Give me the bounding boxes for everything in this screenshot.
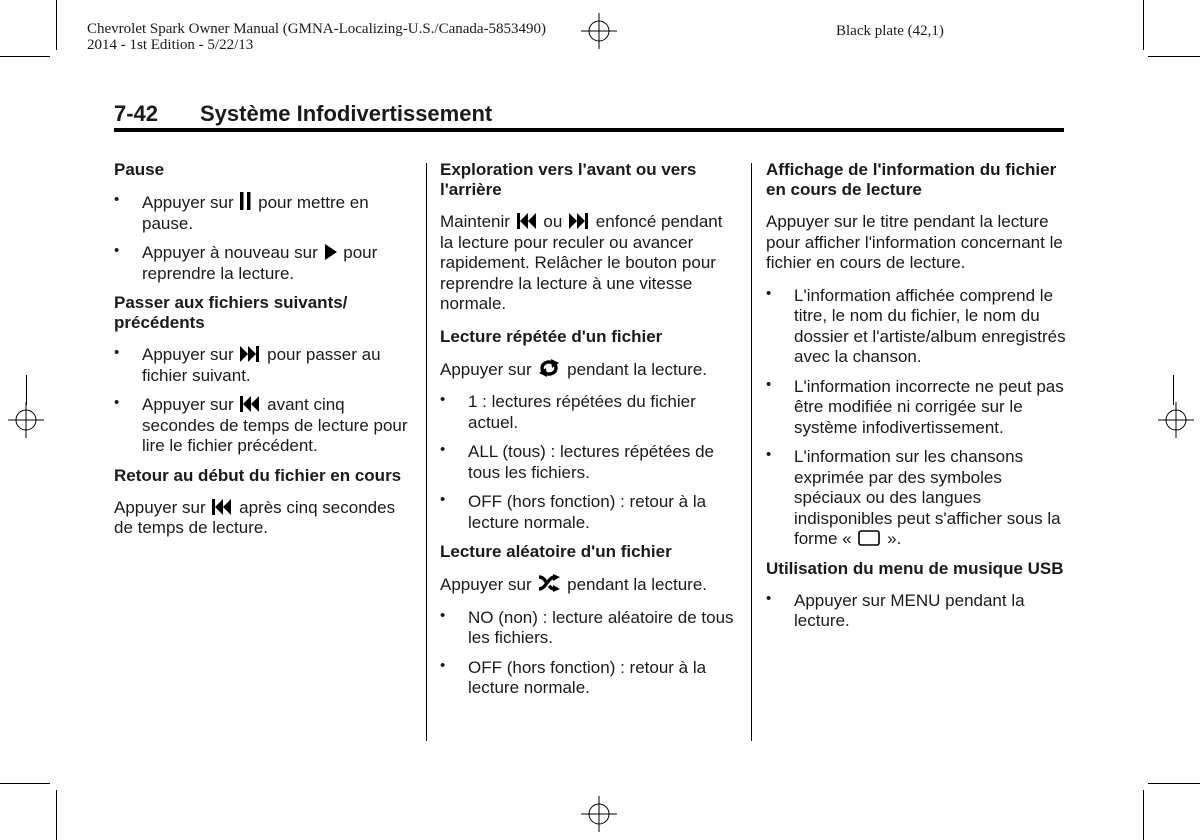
paragraph-text: Maintenir <box>440 212 510 231</box>
list-item-text: OFF (hors fonction) : retour à la lecture normale. <box>468 492 707 532</box>
column-3 <box>766 160 1066 641</box>
list-item <box>440 608 740 649</box>
manual-info-line: Chevrolet Spark Owner Manual (GMNA-Localizing-U.S./Canada-5853490) <box>87 21 547 37</box>
section-heading: Retour au début du fichier en cours <box>114 465 402 485</box>
bullet-list <box>440 392 740 533</box>
section-heading: Affichage de l'information du fichier en cours de lecture <box>766 160 1057 199</box>
registration-mark-icon <box>8 402 44 438</box>
crop-mark <box>0 56 50 57</box>
crop-mark <box>56 790 57 840</box>
paragraph-text: Appuyer sur <box>440 575 532 594</box>
column-divider <box>751 163 752 741</box>
bullet: • <box>766 375 772 393</box>
section-heading: Passer aux fichiers suivants/ précédents <box>114 293 348 332</box>
list-item-text: L'information sur les chansons exprimée par des symboles spéciaux ou des langues indisponibles peut s'afficher sous la forme « <box>794 447 1061 548</box>
pause-icon <box>240 192 251 210</box>
crop-mark <box>0 783 50 784</box>
bullet: • <box>766 446 772 463</box>
bullet: • <box>440 441 446 458</box>
list-item <box>114 345 410 386</box>
bullet: • <box>766 284 772 302</box>
list-item <box>114 395 410 457</box>
bullet: • <box>766 589 772 607</box>
bullet-list <box>440 608 740 699</box>
crop-mark <box>1148 56 1200 57</box>
bullet: • <box>114 191 120 208</box>
list-item-text: pour reprendre la lecture. <box>142 243 378 283</box>
list-item <box>114 192 410 234</box>
registration-mark-icon <box>581 796 617 832</box>
list-item-text: Appuyer sur <box>142 345 234 364</box>
paragraph <box>440 212 740 315</box>
list-item <box>766 447 1066 550</box>
section-heading: Utilisation du menu de musique USB <box>766 558 1064 578</box>
section-heading: Lecture répétée d'un fichier <box>440 326 663 346</box>
paragraph-text: ou <box>543 212 563 231</box>
page-title <box>114 101 492 127</box>
paragraph-text: pendant la lecture. <box>567 359 708 379</box>
column-1 <box>114 160 410 551</box>
paragraph-text: Appuyer sur <box>440 359 532 379</box>
crop-mark <box>1148 783 1200 784</box>
bullet-list <box>766 286 1066 550</box>
repeat-icon <box>538 359 560 377</box>
edition-line: 2014 - 1st Edition - 5/22/13 <box>87 37 254 53</box>
section-heading: Exploration vers l'avant ou vers l'arrière <box>440 160 697 199</box>
bullet: • <box>114 394 120 411</box>
next-track-icon <box>569 213 589 229</box>
column-divider <box>426 163 427 741</box>
list-item <box>440 658 740 699</box>
bullet-list <box>766 591 1066 632</box>
bullet: • <box>440 391 446 408</box>
list-item-text: ALL (tous) : lectures répétées de tous les fichiers. <box>468 442 715 482</box>
paragraph <box>114 498 410 539</box>
list-item-text: pour mettre en pause. <box>142 193 369 233</box>
list-item-text: L'information affichée comprend le titre, le nom du fichier, le nom du dossier et l'artiste/album enregistrés avec la chanson. <box>794 285 1066 366</box>
crop-mark <box>56 0 57 50</box>
previous-track-icon <box>240 396 260 412</box>
crop-mark <box>1143 0 1144 50</box>
list-item-text: L'information incorrecte ne peut pas être modifiée ni corrigée sur le système infodivertissement. <box>794 376 1064 437</box>
play-icon <box>325 244 337 260</box>
bullet: • <box>440 491 446 508</box>
paragraph-text: pendant la lecture. <box>567 575 708 594</box>
section-title: Système Infodivertissement <box>200 101 493 126</box>
list-item-text: Appuyer sur <box>142 193 234 212</box>
paragraph <box>440 574 740 596</box>
title-rule <box>114 128 1064 132</box>
list-item-text: NO (non) : lecture aléatoire de tous les fichiers. <box>468 607 734 647</box>
list-item-text: avant cinq secondes de temps de lecture pour lire le fichier précédent. <box>142 395 408 455</box>
paragraph-text: enfoncé pendant la lecture pour reculer ou avancer rapidement. Relâcher le bouton pour reprendre la lecture à une vitesse normale. <box>440 212 723 313</box>
bullet: • <box>440 656 446 674</box>
previous-track-icon <box>517 213 537 229</box>
list-item-text: Appuyer sur MENU pendant la lecture. <box>794 590 1025 630</box>
list-item-text: Appuyer sur <box>142 395 234 414</box>
crop-mark <box>1173 375 1174 405</box>
list-item-text: Appuyer à nouveau sur <box>142 243 318 262</box>
registration-mark-icon <box>581 13 617 49</box>
list-item-text: 1 : lectures répétées du fichier actuel. <box>468 392 696 432</box>
paragraph: Appuyer sur le titre pendant la lecture pour afficher l'information concernant le fichier en cours de lecture. <box>766 212 1063 272</box>
list-item-text: OFF (hors fonction) : retour à la lecture normale. <box>468 657 707 697</box>
section-heading: Pause <box>114 160 165 179</box>
previous-track-icon <box>212 499 232 515</box>
list-item <box>766 286 1066 368</box>
paragraph-text: après cinq secondes de temps de lecture. <box>114 497 396 537</box>
list-item <box>766 591 1066 632</box>
crop-mark <box>26 375 27 405</box>
bullet: • <box>440 606 446 624</box>
bullet-list <box>114 192 410 284</box>
list-item <box>440 442 740 483</box>
list-item <box>114 243 410 284</box>
list-item-text: ». <box>887 529 902 548</box>
black-plate-label: Black plate (42,1) <box>836 23 944 39</box>
list-item <box>766 377 1066 439</box>
page-number: 7-42 <box>114 101 159 126</box>
next-track-icon <box>240 346 260 362</box>
paragraph <box>440 359 740 381</box>
empty-box-icon <box>858 530 880 546</box>
bullet: • <box>114 242 120 259</box>
list-item <box>440 492 740 533</box>
registration-mark-icon <box>1158 402 1194 438</box>
list-item-text: pour passer au fichier suivant. <box>142 345 381 385</box>
section-heading: Lecture aléatoire d'un fichier <box>440 542 672 561</box>
paragraph-text: Appuyer sur <box>114 497 206 517</box>
column-2 <box>440 160 740 708</box>
bullet-list <box>114 345 410 457</box>
crop-mark <box>1143 790 1144 840</box>
list-item <box>440 392 740 433</box>
bullet: • <box>114 344 120 361</box>
shuffle-icon <box>538 574 560 592</box>
